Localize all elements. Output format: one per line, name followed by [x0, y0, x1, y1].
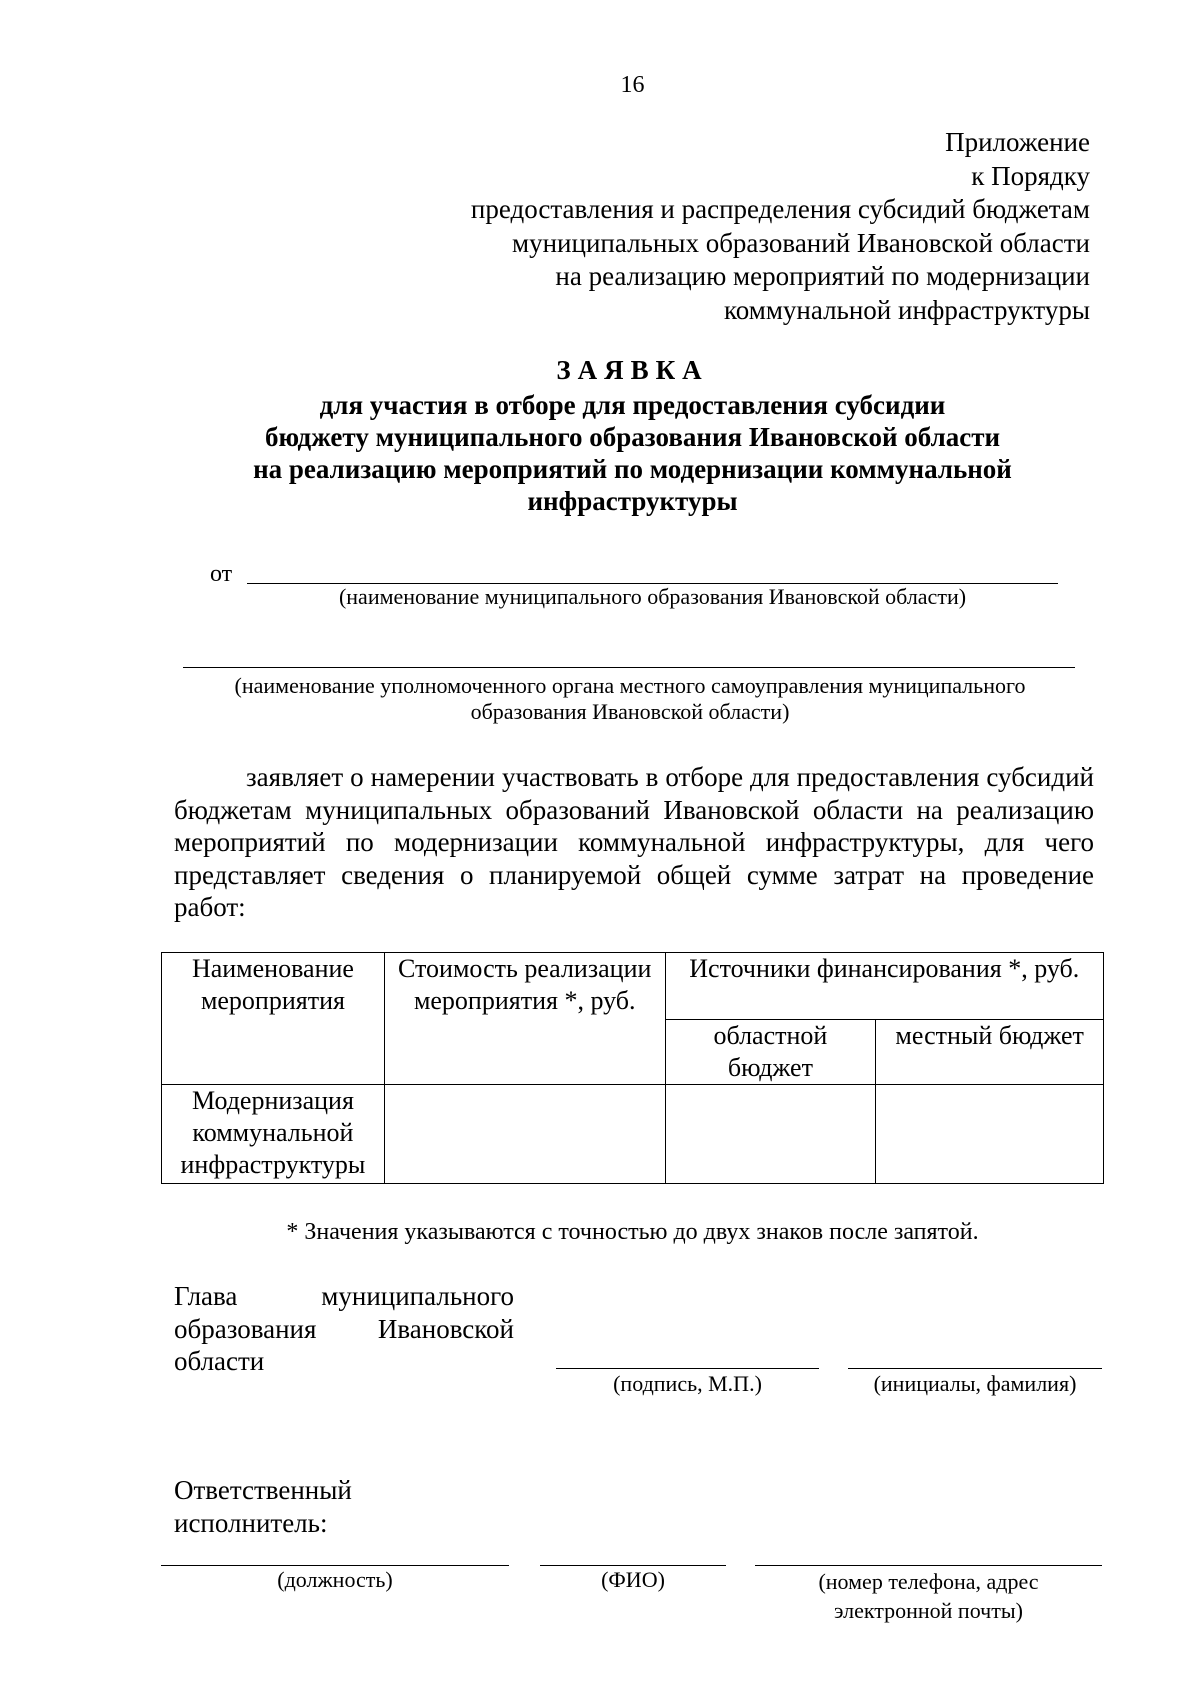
executor-label	[174, 1474, 352, 1540]
signature-caption: (подпись, М.П.)	[613, 1371, 762, 1396]
initials-field[interactable]	[848, 1368, 1102, 1369]
document-title: ЗАЯВКА	[556, 355, 709, 385]
executor-line: исполнитель:	[174, 1508, 328, 1538]
appendix-line: муниципальных образований Ивановской области	[512, 227, 1090, 258]
appendix-line: коммунальной инфраструктуры	[724, 294, 1090, 325]
position-caption: (должность)	[277, 1567, 393, 1592]
contact-field[interactable]	[755, 1565, 1102, 1566]
subtitle-line: бюджету муниципального образования Ивановской области	[264, 422, 1001, 452]
authority-name-caption	[140, 673, 1120, 725]
fio-field[interactable]	[540, 1565, 726, 1566]
caption-line: (наименование уполномоченного органа местного самоуправления муниципального	[234, 673, 1026, 698]
contact-caption-line: электронной почты)	[834, 1598, 1023, 1623]
appendix-line: на реализацию мероприятий по модернизации	[555, 261, 1090, 291]
document-subtitle	[150, 389, 1115, 517]
appendix-line: Приложение	[945, 127, 1090, 157]
subtitle-line: инфраструктуры	[527, 486, 738, 516]
from-label: от	[210, 561, 233, 587]
contact-caption	[755, 1567, 1102, 1625]
municipality-name-caption: (наименование муниципального образования Ивановской области)	[338, 584, 967, 609]
header-regional-budget: областной бюджет	[665, 1020, 876, 1085]
contact-caption-line: (номер телефона, адрес	[818, 1569, 1039, 1594]
appendix-header	[471, 126, 1090, 327]
caption-line: образования Ивановской области)	[470, 699, 790, 724]
subtitle-line: для участия в отборе для предоставления субсидии	[319, 390, 946, 420]
initials-caption: (инициалы, фамилия)	[873, 1371, 1077, 1396]
head-label	[174, 1280, 514, 1378]
appendix-line: к Порядку	[971, 160, 1090, 191]
signature-field[interactable]	[556, 1368, 819, 1369]
table-row	[162, 1085, 1104, 1184]
head-word: образования	[174, 1313, 317, 1344]
row-name: Модернизация коммунальной инфраструктуры	[162, 1085, 385, 1184]
header-local-budget: местный бюджет	[876, 1020, 1104, 1085]
authority-name-field[interactable]	[183, 667, 1075, 668]
position-field[interactable]	[161, 1565, 509, 1566]
page-number: 16	[620, 72, 645, 98]
statement-text: заявляет о намерении участвовать в отборе для предоставления субсидий бюджетам муниципальных образований Ивановской области на реализацию мероприятий по модернизации коммунальной инфраструктуры, для чего представляет сведения о планируемой общей сумме затрат на проведение работ:	[174, 762, 1094, 922]
head-word: муниципального	[321, 1281, 514, 1311]
head-word: Ивановской	[377, 1313, 514, 1344]
statement-paragraph	[174, 761, 1094, 924]
fio-caption: (ФИО)	[601, 1567, 665, 1592]
executor-line: Ответственный	[174, 1475, 352, 1505]
footnote: * Значения указываются с точностью до двух знаков после запятой.	[286, 1219, 979, 1245]
header-cost: Стоимость реализации мероприятия *, руб.	[384, 953, 665, 1085]
head-word: области	[174, 1346, 265, 1376]
row-cost-cell[interactable]	[384, 1085, 665, 1184]
row-local-cell[interactable]	[876, 1085, 1104, 1184]
row-regional-cell[interactable]	[665, 1085, 876, 1184]
header-sources: Источники финансирования *, руб.	[665, 953, 1103, 1020]
subtitle-line: на реализацию мероприятий по модернизации коммунальной	[253, 454, 1012, 484]
head-word: Глава	[174, 1281, 238, 1311]
header-name: Наименование мероприятия	[162, 953, 385, 1085]
appendix-line: предоставления и распределения субсидий бюджетам	[470, 194, 1090, 224]
financing-table	[161, 952, 1104, 1184]
